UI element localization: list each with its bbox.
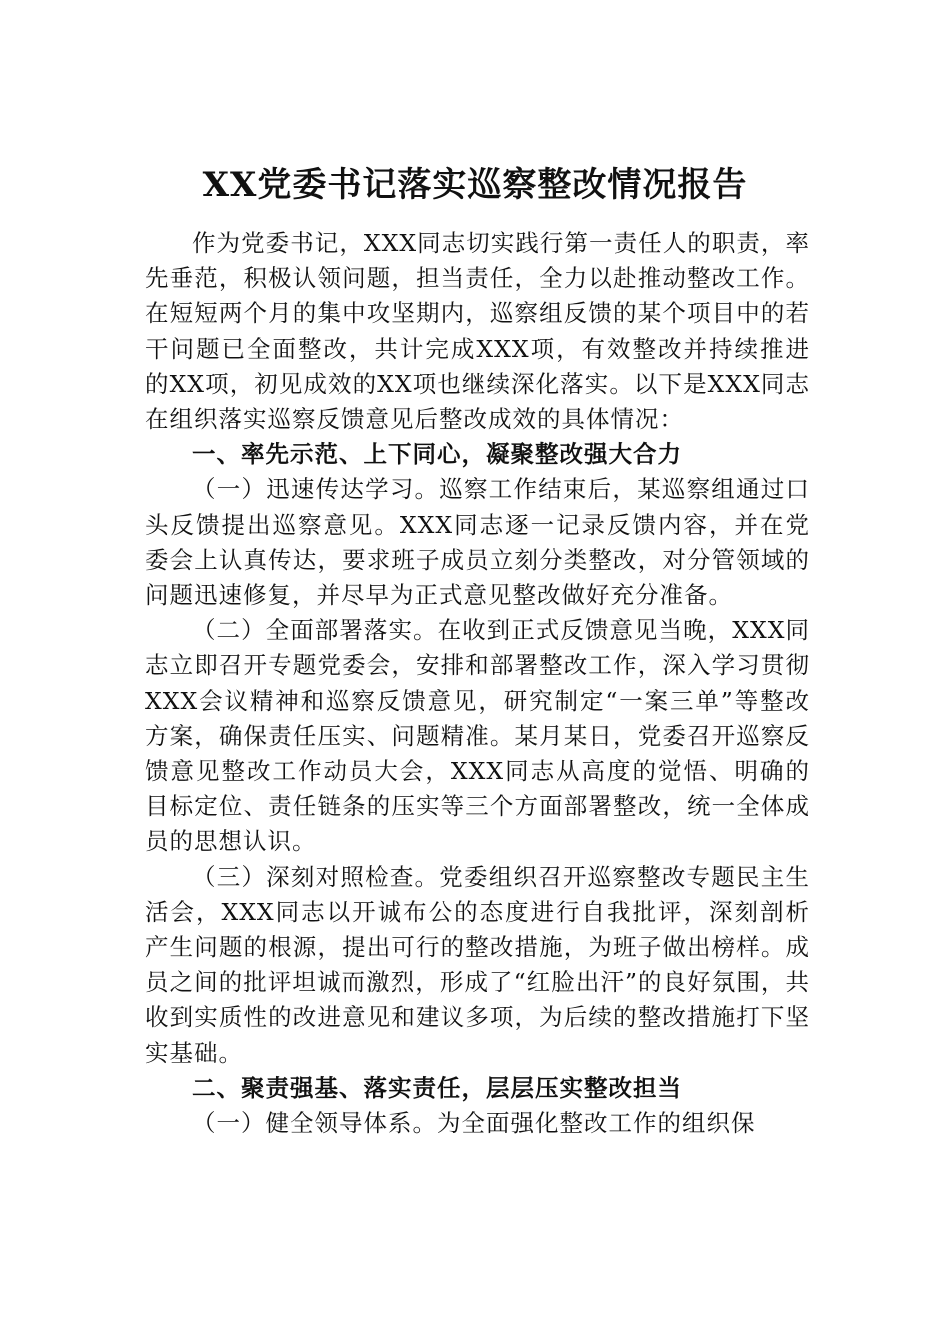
paragraph-1-2: （二）全面部署落实。在收到正式反馈意见当晚，XXX同志立即召开专题党委会，安排和部署整改工作，深入学习贯彻XXX会议精神和巡察反馈意见，研究制定“一案三单”等整改方案，确保责任压实、问题精准。某月某日，党委召开巡察反馈意见整改工作动员大会，XXX同志从高度的觉悟、明确的目标定位、责任链条的压实等三个方面部署整改，统一全体成员的思想认识。 xyxy=(145,616,810,856)
paragraph-1-1: （一）迅速传达学习。巡察工作结束后，某巡察组通过口头反馈提出巡察意见。XXX同志逐一记录反馈内容，并在党委会上认真传达，要求班子成员立刻分类整改，对分管领域的问题迅速修复，并尽早为正式意见整改做好充分准备。 xyxy=(145,475,810,610)
section-heading-1: 一、率先示范、上下同心，凝聚整改强大合力 xyxy=(192,440,682,469)
document-body xyxy=(145,226,810,1141)
paragraph-1-3: （三）深刻对照检查。党委组织召开巡察整改专题民主生活会，XXX同志以开诚布公的态度进行自我批评，深刻剖析产生问题的根源，提出可行的整改措施，为班子做出榜样。成员之间的批评坦诚而激烈，形成了“红脸出汗”的良好氛围，共收到实质性的改进意见和建议多项，为后续的整改措施打下坚实基础。 xyxy=(145,862,810,1067)
paragraph-2-1: （一）健全领导体系。为全面强化整改工作的组织保 xyxy=(192,1109,756,1138)
document-title: XX党委书记落实巡察整改情况报告 xyxy=(202,165,748,205)
intro-paragraph: 作为党委书记，XXX同志切实践行第一责任人的职责，率先垂范，积极认领问题，担当责任，全力以赴推动整改工作。在短短两个月的集中攻坚期内，巡察组反馈的某个项目中的若干问题已全面整改，共计完成XXX项，有效整改并持续推进的XX项，初见成效的XX项也继续深化落实。以下是XXX同志在组织落实巡察反馈意见后整改成效的具体情况： xyxy=(145,229,810,434)
section-heading-2: 二、聚责强基、落实责任，层层压实整改担当 xyxy=(192,1073,682,1102)
